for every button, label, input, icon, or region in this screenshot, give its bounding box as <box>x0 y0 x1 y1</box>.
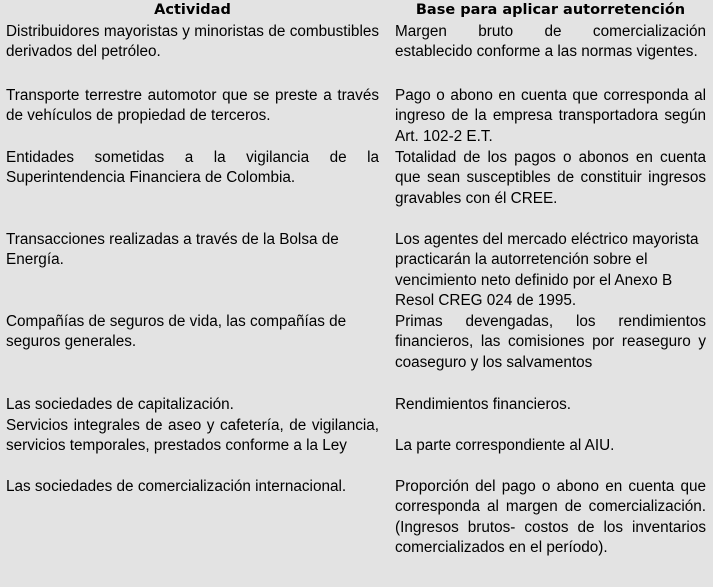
table-row <box>6 230 706 312</box>
activity-cell: Transporte terrestre automotor que se preste a través de vehículos de propiedad de terceros. <box>6 87 379 125</box>
base-cell: Margen bruto de comercialización establecido conforme a las normas vigentes. <box>395 23 706 61</box>
base-cell: Totalidad de los pagos o abonos en cuenta que sean susceptibles de constituir ingresos gravables con él CREE. <box>395 149 706 207</box>
table-row <box>6 477 706 587</box>
table-row <box>6 312 706 395</box>
activity-cell: Entidades sometidas a la vigilancia de la Superintendencia Financiera de Colombia. <box>6 149 379 187</box>
activity-cell: Las sociedades de comercialización internacional. <box>6 478 347 495</box>
table-row <box>6 148 706 230</box>
activity-cell: Compañías de seguros de vida, las compañías de seguros generales. <box>6 313 347 351</box>
header-base: Base para aplicar autorretención <box>415 2 686 18</box>
activity-cell: Transacciones realizadas a través de la Bolsa de Energía. <box>6 231 339 269</box>
table-row <box>6 86 706 148</box>
header-activity: Actividad <box>154 2 231 18</box>
base-cell: Primas devengadas, los rendimientos financieros, las comisiones por reaseguro y coaseguro y los salvamentos <box>395 313 706 371</box>
table-row <box>6 395 706 416</box>
table-row <box>6 22 706 86</box>
activity-cell: Las sociedades de capitalización. <box>6 396 234 413</box>
activity-cell: Servicios integrales de aseo y cafetería, de vigilancia, servicios temporales, prestados conforme a la Ley <box>6 417 379 455</box>
base-cell: Proporción del pago o abono en cuenta que corresponda al margen de comercialización. (Ingresos brutos- costos de los inventarios comercializados en el período). <box>395 478 706 557</box>
base-cell: Los agentes del mercado eléctrico mayorista practicarán la autorretención sobre el vencimiento neto definido por el Anexo B Resol CREG 024 de 1995. <box>395 231 699 310</box>
base-cell: Rendimientos financieros. <box>395 396 572 413</box>
activity-cell: Distribuidores mayoristas y minoristas de combustibles derivados del petróleo. <box>6 23 379 61</box>
header-row <box>6 0 706 22</box>
base-cell: La parte correspondiente al AIU. <box>395 437 615 455</box>
base-cell: Pago o abono en cuenta que corresponda al ingreso de la empresa transportadora según Art. 102-2 E.T. <box>395 87 706 145</box>
table-row <box>6 416 706 477</box>
autorretencion-table <box>6 0 706 587</box>
